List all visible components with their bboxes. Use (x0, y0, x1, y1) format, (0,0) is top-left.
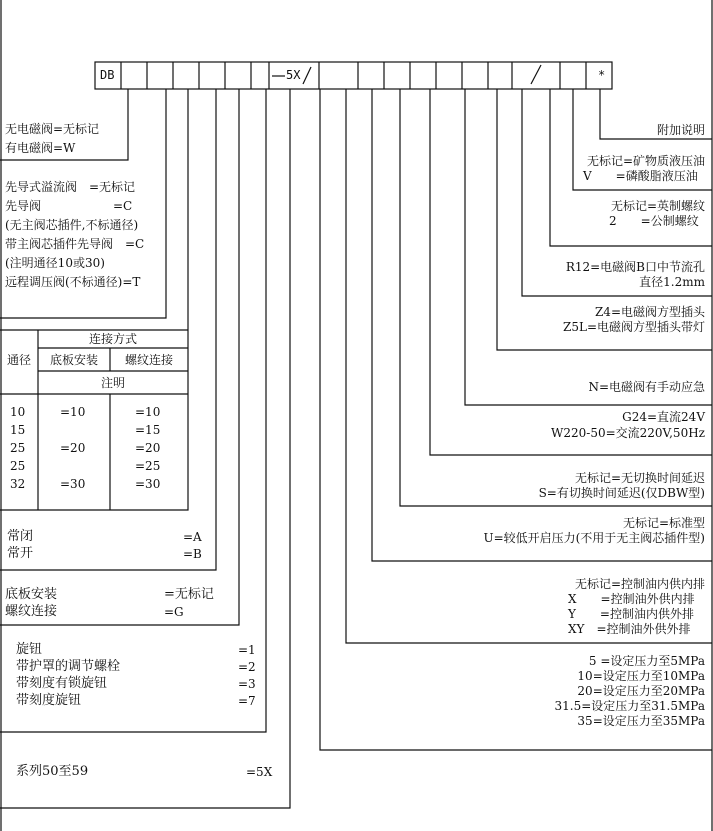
table-header-note: 注明 (100, 376, 125, 390)
additional-notes: 附加说明 (656, 123, 705, 137)
pilot-line-3: (无主阀芯插件,不标通径) (5, 218, 139, 232)
pilot-line-5: (注明通径10或30) (5, 256, 105, 270)
state-closed-value: =A (183, 530, 202, 544)
table-thread-3: =20 (135, 441, 161, 455)
table-header-connection: 连接方式 (88, 332, 137, 346)
table-thread-1: =10 (135, 405, 161, 419)
valve-type-w: 有电磁阀=W (5, 141, 76, 155)
adjust-3-value: =3 (238, 677, 256, 691)
pressure-5: 5 =设定压力至5MPa (588, 654, 705, 668)
mount-thread-value: =G (164, 605, 184, 619)
pilot-line-6: 远程调压阀(不标通径)=T (5, 275, 141, 289)
table-plate-3: =20 (60, 441, 86, 455)
voltage-dc: G24=直流24V (622, 410, 705, 424)
table-dn-1: 10 (10, 405, 26, 419)
adjust-3-label: 带刻度有锁旋钮 (16, 676, 108, 691)
plug-line-1: Z4=电磁阀方型插头 (594, 305, 705, 319)
table-header-plate: 底板安装 (49, 353, 98, 367)
pressure-20: 20=设定压力至20MPa (577, 684, 705, 698)
delay-s: S=有切换时间延迟(仅DBW型) (538, 486, 705, 500)
plug-line-2: Z5L=电磁阀方型插头带灯 (563, 320, 705, 334)
mount-plate-label: 底板安装 (5, 587, 58, 602)
state-open-value: =B (183, 547, 202, 561)
table-dn-4: 25 (10, 459, 26, 473)
code-db: DB (100, 68, 115, 82)
oil-mineral: 无标记=矿物质液压油 (586, 154, 705, 168)
pressure-31-5: 31.5=设定压力至31.5MPa (554, 699, 705, 713)
pressure-10: 10=设定压力至10MPa (577, 669, 705, 683)
pilot-line-4: 带主阀芯插件先导阀 =C (5, 237, 145, 251)
state-closed-label: 常闭 (7, 529, 34, 544)
table-dn-3: 25 (10, 441, 26, 455)
manual-override: N=电磁阀有手动应急 (588, 380, 705, 394)
oil-phosphate: V =磷酸脂液压油 (583, 169, 698, 183)
drain-xy: XY =控制油外供外排 (568, 622, 691, 636)
table-plate-1: =10 (60, 405, 86, 419)
table-header-thread: 螺纹连接 (124, 353, 173, 367)
table-thread-4: =25 (135, 459, 161, 473)
adjust-1-label: 旋钮 (16, 642, 43, 657)
thread-metric: 2 =公制螺纹 (609, 214, 699, 228)
state-open-label: 常开 (7, 546, 34, 561)
low-crack-type: U=较低开启压力(不用于无主阀芯插件型) (483, 531, 705, 545)
drain-y: Y =控制油内供外排 (568, 607, 694, 621)
mount-thread-label: 螺纹连接 (5, 604, 58, 619)
drain-internal: 无标记=控制油内供内排 (574, 577, 705, 591)
pressure-35: 35=设定压力至35MPa (577, 714, 705, 728)
table-header-dn: 通径 (6, 353, 31, 367)
series-value: =5X (246, 765, 273, 779)
drain-x: X =控制油外供内排 (568, 592, 695, 606)
pilot-line-1: 先导式溢流阀 =无标记 (5, 180, 136, 194)
table-thread-5: =30 (135, 477, 161, 491)
valve-type-none: 无电磁阀=无标记 (5, 122, 100, 136)
adjust-2-label: 带护罩的调节螺栓 (16, 659, 121, 674)
table-plate-5: =30 (60, 477, 86, 491)
voltage-ac: W220-50=交流220V,50Hz (551, 426, 705, 440)
table-dn-5: 32 (10, 477, 26, 491)
pilot-line-2: 先导阀 =C (5, 199, 133, 213)
adjust-1-value: =1 (238, 643, 256, 657)
adjust-2-value: =2 (238, 660, 256, 674)
code-star: * (598, 68, 606, 82)
mount-plate-value: =无标记 (164, 587, 214, 602)
table-thread-2: =15 (135, 423, 161, 437)
code-5x: 5X (286, 68, 301, 82)
standard-type: 无标记=标准型 (622, 516, 705, 530)
adjust-4-label: 带刻度旋钮 (16, 693, 82, 708)
series-label: 系列50至59 (16, 764, 89, 779)
delay-none: 无标记=无切换时间延迟 (574, 471, 705, 485)
adjust-4-value: =7 (238, 694, 256, 708)
orifice-line-2: 直径1.2mm (639, 275, 705, 289)
orifice-line-1: R12=电磁阀B口中节流孔 (565, 260, 705, 274)
thread-imperial: 无标记=英制螺纹 (610, 199, 705, 213)
table-dn-2: 15 (10, 423, 26, 437)
